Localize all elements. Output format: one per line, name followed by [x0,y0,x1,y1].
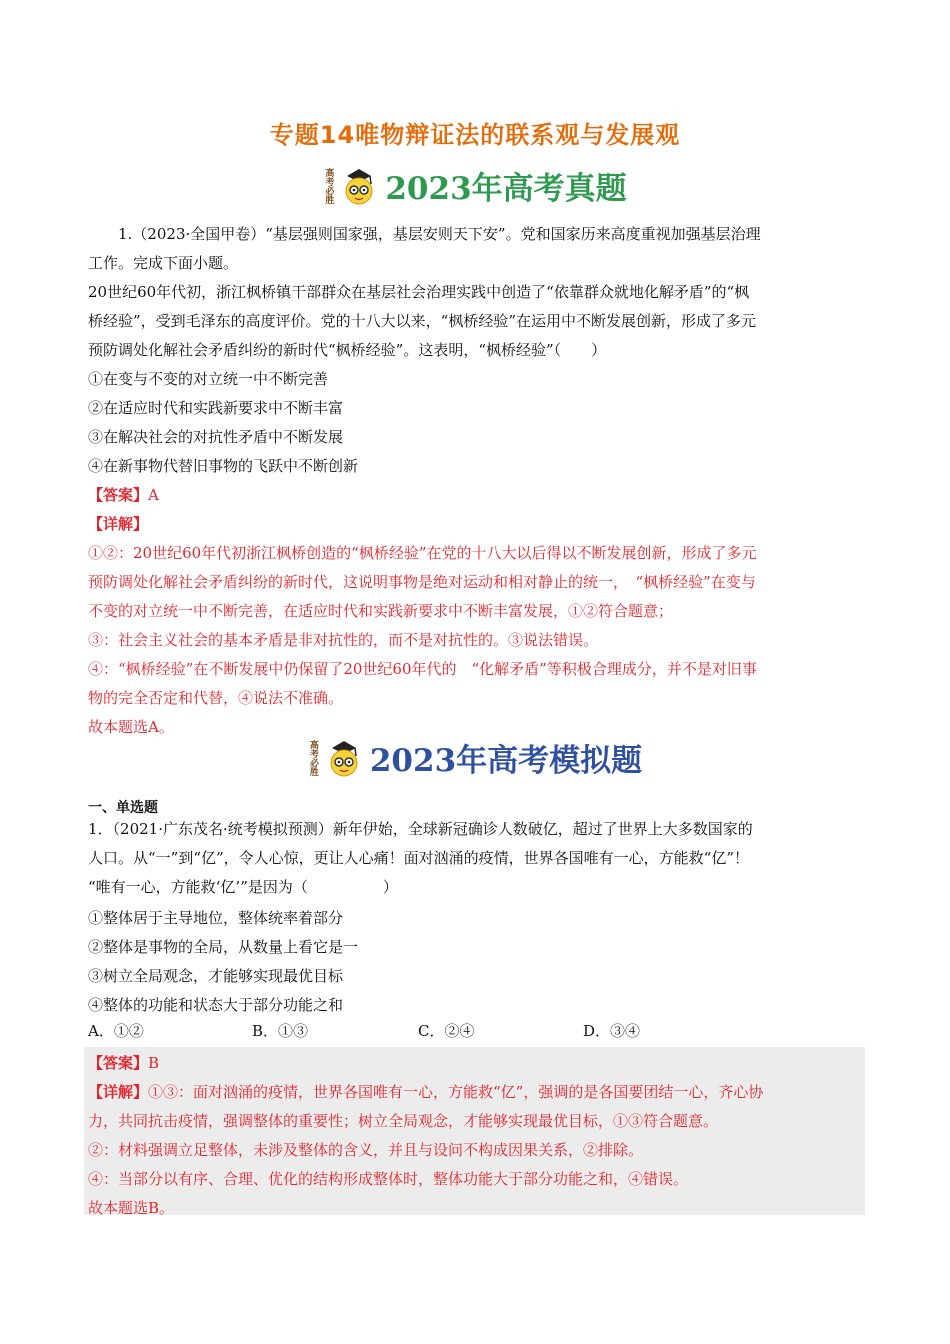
detail-label: 【详解】 [88,1083,149,1101]
answer-value: A [148,486,159,504]
q1-stem-1: 1.（2023·全国甲卷）“基层强则国家强，基层安则天下安”。党和国家历来高度重视加强基层治理 [118,225,761,243]
q1-detail-2: 预防调处化解社会矛盾纠纷的新时代，这说明事物是绝对运动和相对静止的统一， “枫桥经验”在变与 [88,573,756,591]
choice-d: D．③④ [583,1022,641,1040]
student-face-icon [339,166,379,206]
q1-material-3: 预防调处化解社会矛盾纠纷的新时代“枫桥经验”。这表明，“枫桥经验”（ ） [88,341,607,359]
choice-b: B．①③ [252,1022,309,1040]
q2-detail-3: ②：材料强调立足整体，未涉及整体的含义，并且与设问不构成因果关系，②排除。 [88,1141,644,1159]
q1-detail-6: 物的完全否定和代替，④说法不准确。 [88,689,344,707]
q1-option-2: ②在适应时代和实践新要求中不断丰富 [88,399,344,417]
q1-detail-5: ④：“枫桥经验”在不断发展中仍保留了20世纪60年代的 “化解矛盾”等积极合理成分，并不是对旧事 [88,660,757,678]
banner-text: 2023年高考真题 [385,171,627,207]
q1-answer [88,481,868,510]
q1-detail-1: ①②：20世纪60年代初浙江枫桥创造的“枫桥经验”在党的十八大以后得以不断发展创新，形成了多元 [88,544,757,562]
q2-option-3: ③树立全局观念，才能够实现最优目标 [88,967,344,985]
page-title: 专题14唯物辩证法的联系观与发展观 [269,121,681,149]
q1-stem-2: 工作。完成下面小题。 [88,254,239,272]
q1-detail-7: 故本题选A。 [88,718,174,736]
q2-stem-3: “唯有一心，方能救‘亿’”是因为（ ） [88,878,398,896]
banner-real-exam [0,163,950,213]
banner-mock-exam [0,735,950,785]
student-face-icon [324,738,364,778]
q2-detail-2: 力，共同抗击疫情，强调整体的重要性；树立全局观念，才能够实现最优目标，①③符合题意。 [88,1112,719,1130]
q1-material-2: 桥经验”，受到毛泽东的高度评价。党的十八大以来，“枫桥经验”在运用中不断发展创新，形成了多元 [88,312,757,330]
q2-option-1: ①整体居于主导地位，整体统率着部分 [88,909,344,927]
banner-text: 2023年高考模拟题 [369,743,643,779]
section-heading: 一、单选题 [88,800,158,816]
q1-option-4: ④在新事物代替旧事物的飞跃中不断创新 [88,457,359,475]
seal-text: 高考必胜 [323,167,334,204]
q1-option-1: ①在变与不变的对立统一中不断完善 [88,370,329,388]
detail-text: ①③：面对汹涌的疫情，世界各国唯有一心，方能救“亿”，强调的是各国要团结一心，齐心协 [148,1083,764,1101]
q1-detail-label: 【详解】 [88,515,149,533]
q1-detail-4: ③：社会主义社会的基本矛盾是非对抗性的，而不是对抗性的。③说法错误。 [88,631,599,649]
q2-detail-1 [88,1078,868,1107]
q1-detail-3: 不变的对立统一中不断完善，在适应时代和实践新要求中不断丰富发展，①②符合题意； [88,602,674,620]
seal-text: 高考必胜 [307,739,318,776]
q2-option-4: ④整体的功能和状态大于部分功能之和 [88,996,344,1014]
choice-a: A．①② [88,1022,144,1040]
q2-stem-1: 1．（2021·广东茂名·统考模拟预测）新年伊始，全球新冠确诊人数破亿，超过了世界上大多数国家的 [88,820,753,838]
answer-value: B [148,1054,160,1072]
q2-answer [88,1049,868,1078]
q2-stem-2: 人口。从“一”到“亿”，令人心惊，更让人心痛！面对汹涌的疫情，世界各国唯有一心，方能救“亿”！ [88,849,750,867]
choice-c: C．②④ [418,1022,475,1040]
q2-detail-5: 故本题选B。 [88,1199,175,1217]
answer-label: 【答案】 [88,1054,149,1072]
q2-detail-4: ④：当部分以有序、合理、优化的结构形成整体时，整体功能大于部分功能之和，④错误。 [88,1170,689,1188]
q1-material-1: 20世纪60年代初，浙江枫桥镇干部群众在基层社会治理实践中创造了“依靠群众就地化解矛盾”的“枫 [88,283,750,301]
q1-option-3: ③在解决社会的对抗性矛盾中不断发展 [88,428,344,446]
q2-option-2: ②整体是事物的全局，从数量上看它是一 [88,938,359,956]
answer-label: 【答案】 [88,486,149,504]
